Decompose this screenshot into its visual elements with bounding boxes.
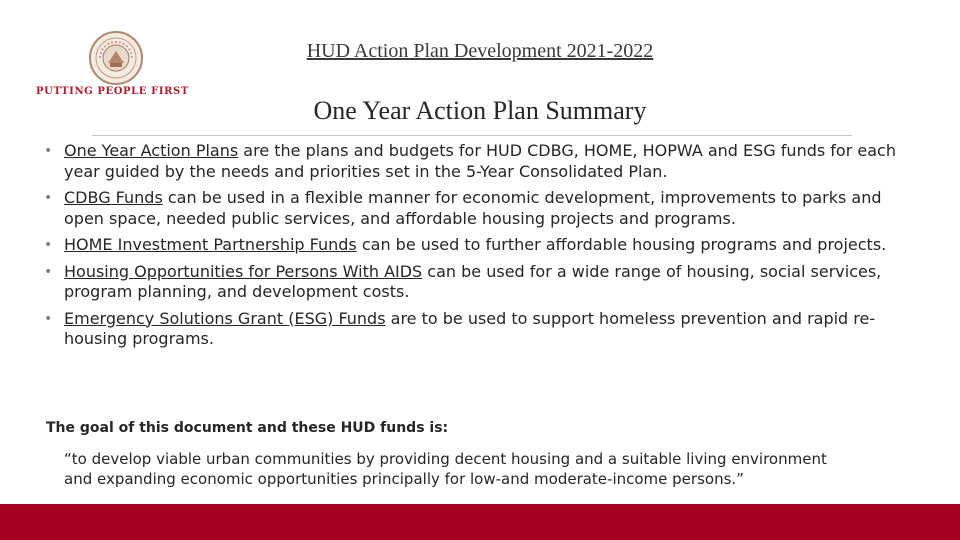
city-seal-icon <box>88 30 144 86</box>
city-logo <box>36 30 196 102</box>
logo-tagline: PUTTING PEOPLE FIRST <box>36 86 189 97</box>
bullet-dot-icon: • <box>44 237 53 253</box>
bullet-item <box>40 188 900 229</box>
bullet-term: CDBG Funds <box>64 188 163 207</box>
bullet-dot-icon: • <box>44 143 53 159</box>
bullet-text: are the plans and budgets for HUD CDBG, HOME, HOPWA and ESG funds for each year guided by the needs and priorities set in the 5-Year Consolidated Plan. <box>64 141 896 181</box>
bullet-term: One Year Action Plans <box>64 141 239 160</box>
bullet-dot-icon: • <box>44 190 53 206</box>
bullet-term: Emergency Solutions Grant (ESG) Funds <box>64 308 386 328</box>
bullet-item <box>40 262 900 303</box>
bullet-text: can be used to further affordable housing programs and projects. <box>356 235 887 254</box>
header-title: HUD Action Plan Development 2021-2022 <box>306 40 654 62</box>
bullet-text: can be used in a flexible manner for economic development, improvements to parks and open space, needed public services, and affordable housing projects and programs. <box>64 188 882 228</box>
bullet-item <box>40 141 900 182</box>
bullet-item <box>40 235 900 256</box>
bullet-dot-icon: • <box>44 310 53 327</box>
footer-bar <box>0 504 960 540</box>
goal-quote-line: and expanding economic opportunities principally for low-and moderate-income persons.” <box>64 470 744 488</box>
goal-quote <box>64 449 904 489</box>
bullet-list <box>40 141 900 356</box>
bullet-term: Housing Opportunities for Persons With AIDS <box>64 261 423 281</box>
goal-quote-line: “to develop viable urban communities by providing decent housing and a suitable living environment <box>64 450 827 468</box>
bullet-text: can be used for a wide range of housing, social services, program planning, and development costs. <box>64 261 882 301</box>
bullet-item <box>40 309 900 350</box>
title-divider <box>92 135 852 136</box>
slide-title: One Year Action Plan Summary <box>313 96 647 125</box>
goal-intro: The goal of this document and these HUD funds is: <box>46 420 449 436</box>
bullet-dot-icon: • <box>44 263 53 280</box>
bullet-term: HOME Investment Partnership Funds <box>64 235 357 254</box>
bullet-text: are to be used to support homeless prevention and rapid re-housing programs. <box>64 308 876 348</box>
